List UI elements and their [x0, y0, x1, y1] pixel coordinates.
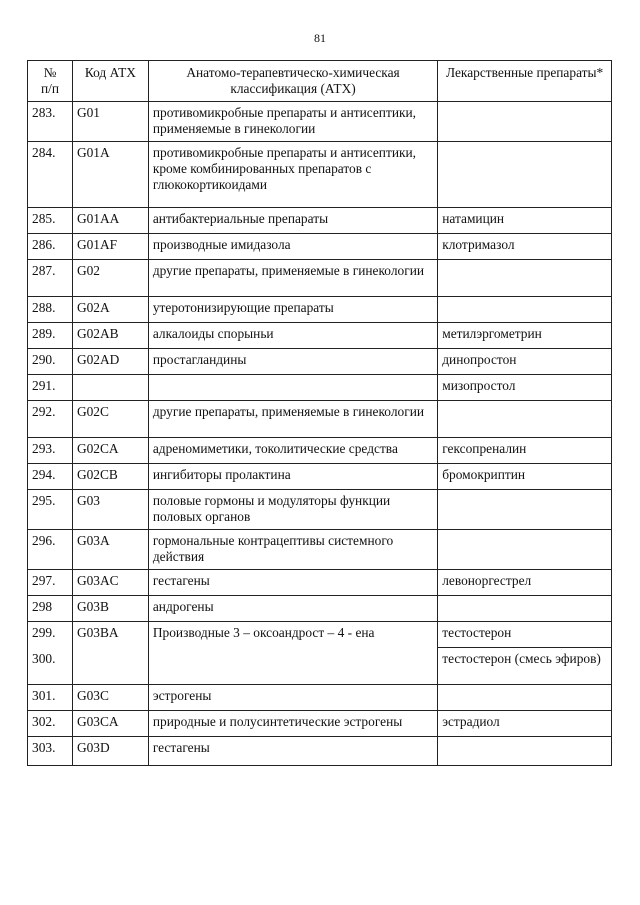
row-number: 303. [28, 737, 73, 766]
atx-classification: антибактериальные препараты [148, 208, 437, 234]
drug-name [438, 685, 612, 711]
table-row [28, 490, 612, 530]
table-row [28, 685, 612, 711]
atx-classification: природные и полусинтетические эстрогены [148, 711, 437, 737]
atx-code: G03D [72, 737, 148, 766]
drug-name [438, 596, 612, 622]
atx-classification: другие препараты, применяемые в гинекологии [148, 260, 437, 297]
table-row [28, 260, 612, 297]
atx-code: G02A [72, 297, 148, 323]
atx-code: G03CA [72, 711, 148, 737]
row-number: 302. [28, 711, 73, 737]
table-body [28, 102, 612, 766]
row-number: 294. [28, 464, 73, 490]
row-number: 298 [28, 596, 73, 622]
table-row [28, 102, 612, 142]
drug-name [438, 297, 612, 323]
row-number: 293. [28, 438, 73, 464]
drug-name [438, 530, 612, 570]
atx-code: G03B [72, 596, 148, 622]
atx-classification: андрогены [148, 596, 437, 622]
atx-classification: другие препараты, применяемые в гинекологии [148, 401, 437, 438]
row-number: 299. [28, 622, 73, 648]
drug-name: клотримазол [438, 234, 612, 260]
row-number: 289. [28, 323, 73, 349]
drug-name: бромокриптин [438, 464, 612, 490]
atx-code: G01 [72, 102, 148, 142]
page-number: 81 [314, 31, 326, 45]
atx-classification: ингибиторы пролактина [148, 464, 437, 490]
atx-classification: утеротонизирующие препараты [148, 297, 437, 323]
row-number: 301. [28, 685, 73, 711]
atx-classification: противомикробные препараты и антисептики, применяемые в гинекологии [148, 102, 437, 142]
atx-code: G02CB [72, 464, 148, 490]
table-row [28, 711, 612, 737]
row-number: 283. [28, 102, 73, 142]
atx-classification: адреномиметики, токолитические средства [148, 438, 437, 464]
table-row [28, 349, 612, 375]
atx-code: G03C [72, 685, 148, 711]
row-number: 286. [28, 234, 73, 260]
drug-name [438, 401, 612, 438]
atx-classification: простагландины [148, 349, 437, 375]
drug-name: тестостерон [438, 622, 612, 648]
atx-code: G02AD [72, 349, 148, 375]
drug-name: натамицин [438, 208, 612, 234]
atx-classification: противомикробные препараты и антисептики, кроме комбинированных препаратов с глюкокортикоидами [148, 142, 437, 208]
header-num: № п/п [28, 61, 73, 102]
atx-classification: гормональные контрацептивы системного действия [148, 530, 437, 570]
drug-name [438, 260, 612, 297]
table-row [28, 401, 612, 438]
atx-classification [148, 648, 437, 685]
atx-code: G03AC [72, 570, 148, 596]
drug-name [438, 490, 612, 530]
row-number: 295. [28, 490, 73, 530]
atx-code: G02CA [72, 438, 148, 464]
table-row [28, 737, 612, 766]
drug-name: левоноргестрел [438, 570, 612, 596]
atx-classification: половые гормоны и модуляторы функции половых органов [148, 490, 437, 530]
table-row [28, 208, 612, 234]
header-drugs: Лекарственные препараты* [438, 61, 612, 102]
row-number: 288. [28, 297, 73, 323]
table-row [28, 438, 612, 464]
header-code: Код АТХ [72, 61, 148, 102]
atx-classification: Производные 3 – оксоандрост – 4 - ена [148, 622, 437, 648]
atx-code: G02AB [72, 323, 148, 349]
table-row [28, 570, 612, 596]
atx-code: G03 [72, 490, 148, 530]
atx-classification: эстрогены [148, 685, 437, 711]
table-row [28, 648, 612, 685]
table-row [28, 464, 612, 490]
row-number: 292. [28, 401, 73, 438]
atx-code: G03BA [72, 622, 148, 648]
drug-name: динопростон [438, 349, 612, 375]
atx-code: G03A [72, 530, 148, 570]
drug-name: эстрадиол [438, 711, 612, 737]
atx-classification: алкалоиды спорыньи [148, 323, 437, 349]
table-row [28, 234, 612, 260]
row-number: 297. [28, 570, 73, 596]
table-row [28, 297, 612, 323]
drug-name [438, 102, 612, 142]
atx-code: G02C [72, 401, 148, 438]
atx-classification: гестагены [148, 737, 437, 766]
atx-table [27, 60, 612, 766]
row-number: 284. [28, 142, 73, 208]
atx-code [72, 648, 148, 685]
drug-name [438, 737, 612, 766]
atx-code: G01AF [72, 234, 148, 260]
atx-code: G02 [72, 260, 148, 297]
row-number: 285. [28, 208, 73, 234]
drug-name: мизопростол [438, 375, 612, 401]
atx-classification: производные имидазола [148, 234, 437, 260]
table-row [28, 375, 612, 401]
table-row [28, 142, 612, 208]
drug-name [438, 142, 612, 208]
atx-code [72, 375, 148, 401]
row-number: 287. [28, 260, 73, 297]
row-number: 290. [28, 349, 73, 375]
table-row [28, 596, 612, 622]
table-row [28, 323, 612, 349]
drug-name: метилэргометрин [438, 323, 612, 349]
atx-classification: гестагены [148, 570, 437, 596]
drug-name: гексопреналин [438, 438, 612, 464]
row-number: 296. [28, 530, 73, 570]
table-header-row [28, 61, 612, 102]
table-row [28, 622, 612, 648]
row-number: 291. [28, 375, 73, 401]
header-classification: Анатомо-терапевтическо-химическая классификация (АТХ) [148, 61, 437, 102]
row-number: 300. [28, 648, 73, 685]
table-row [28, 530, 612, 570]
drug-name: тестостерон (смесь эфиров) [438, 648, 612, 685]
atx-code: G01AA [72, 208, 148, 234]
atx-code: G01A [72, 142, 148, 208]
atx-classification [148, 375, 437, 401]
